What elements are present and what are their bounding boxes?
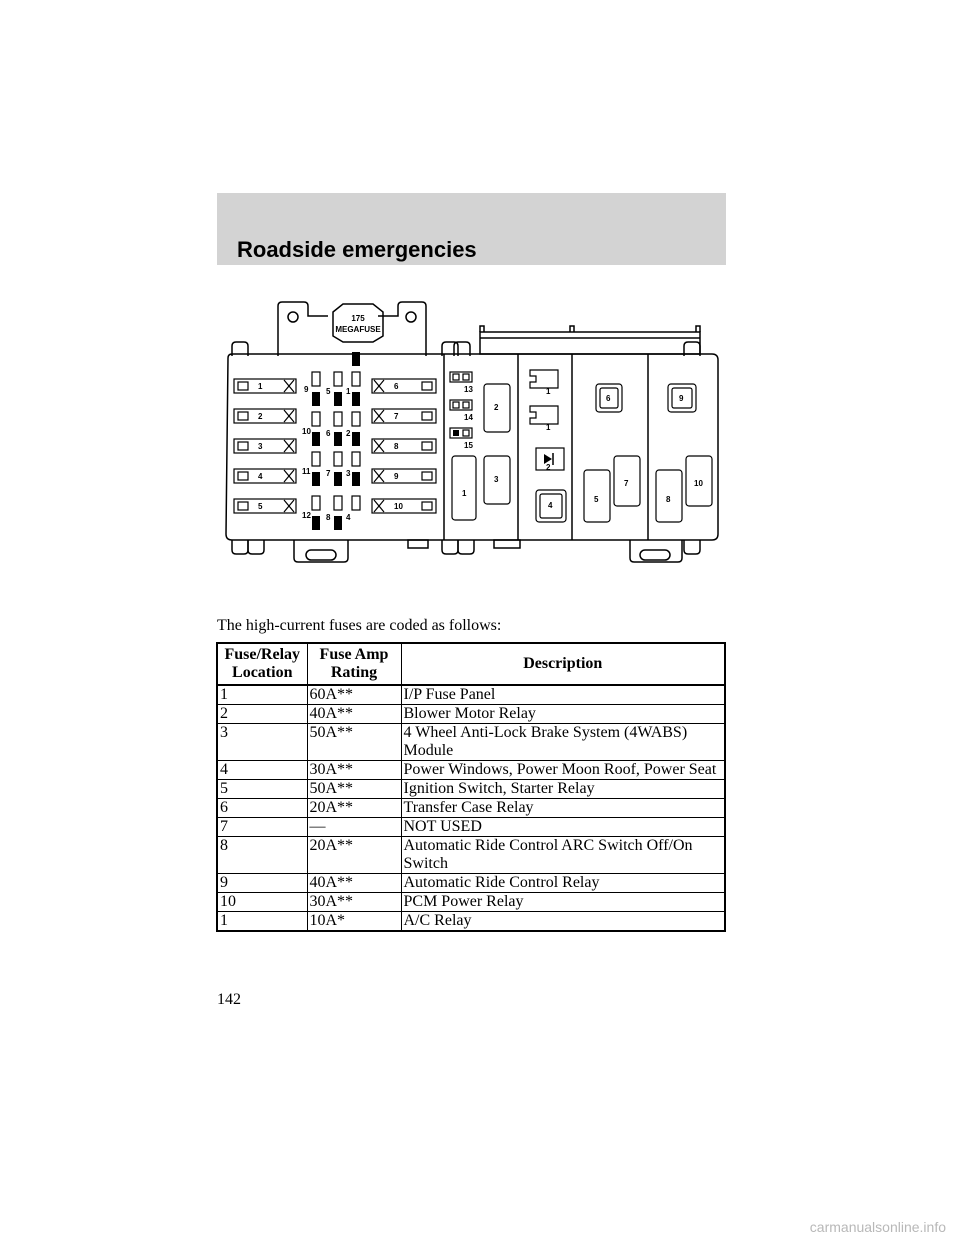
cell-rating: 30A** [307, 761, 401, 780]
column-header: Description [401, 643, 725, 685]
section-title: Roadside emergencies [237, 237, 477, 262]
fuse-label: 9 [394, 472, 399, 481]
cartridge-label: 8 [666, 495, 671, 504]
relay-label: 1 [546, 423, 551, 432]
table-row [217, 761, 725, 780]
table-header-row [217, 643, 725, 685]
relay-label: 1 [546, 387, 551, 396]
table-row [217, 780, 725, 799]
megafuse-label: MEGAFUSE [335, 325, 381, 334]
fuse-label: 6 [394, 382, 399, 391]
cartridge-label: 10 [694, 479, 703, 488]
fuse-label: 5 [258, 502, 263, 511]
cell-description: I/P Fuse Panel [401, 685, 725, 705]
cartridge-label: 9 [679, 394, 684, 403]
fuse-label: 7 [394, 412, 399, 421]
cell-location: 6 [217, 799, 307, 818]
cell-rating: 20A** [307, 799, 401, 818]
table-row [217, 874, 725, 893]
cell-description: Transfer Case Relay [401, 799, 725, 818]
cell-location: 5 [217, 780, 307, 799]
fuse-label: 10 [302, 427, 311, 436]
fuse-label: 10 [394, 502, 403, 511]
cell-description: A/C Relay [401, 912, 725, 932]
fuse-label: 9 [304, 385, 309, 394]
cartridge-label: 4 [548, 501, 553, 510]
cell-location: 2 [217, 705, 307, 724]
fuse-label: 8 [326, 513, 331, 522]
cell-rating: 40A** [307, 874, 401, 893]
cell-location: 1 [217, 685, 307, 705]
cell-rating: 30A** [307, 893, 401, 912]
section-header-band [217, 193, 726, 265]
cell-description: Power Windows, Power Moon Roof, Power Seat [401, 761, 725, 780]
table-row [217, 685, 725, 705]
page-number: 142 [217, 991, 241, 1008]
table-row [217, 705, 725, 724]
cartridge-label: 5 [594, 495, 599, 504]
cell-description: Blower Motor Relay [401, 705, 725, 724]
fuse-box-diagram [218, 296, 726, 576]
cell-description: 4 Wheel Anti-Lock Brake System (4WABS) Module [401, 724, 725, 761]
watermark-text: carmanualsonline.info [809, 1219, 946, 1235]
cell-location: 9 [217, 874, 307, 893]
cell-description: NOT USED [401, 818, 725, 837]
cell-location: 8 [217, 837, 307, 874]
fuse-label: 1 [346, 387, 351, 396]
fuse-label: 14 [464, 413, 473, 422]
fuse-label: 2 [258, 412, 263, 421]
cell-location: 7 [217, 818, 307, 837]
cartridge-label: 3 [494, 475, 499, 484]
fuse-label: 1 [258, 382, 263, 391]
fuse-label: 5 [326, 387, 331, 396]
cartridge-label: 7 [624, 479, 629, 488]
cell-description: PCM Power Relay [401, 893, 725, 912]
fuse-box-svg [218, 296, 726, 576]
table-row [217, 912, 725, 932]
fuse-label: 6 [326, 429, 331, 438]
cartridge-label: 6 [606, 394, 611, 403]
cell-description: Automatic Ride Control ARC Switch Off/On Switch [401, 837, 725, 874]
fuse-label: 15 [464, 441, 473, 450]
table-row [217, 799, 725, 818]
cartridge-label: 2 [494, 403, 499, 412]
cell-rating: 10A* [307, 912, 401, 932]
cell-location: 3 [217, 724, 307, 761]
cartridge-label: 1 [462, 489, 467, 498]
fuse-label: 12 [302, 511, 311, 520]
fuse-label: 2 [346, 429, 351, 438]
table-row [217, 893, 725, 912]
fuse-label: 7 [326, 469, 331, 478]
table-row [217, 837, 725, 874]
fuse-label: 4 [346, 513, 351, 522]
cell-rating: 50A** [307, 724, 401, 761]
fuse-label: 3 [258, 442, 263, 451]
megafuse-rating: 175 [351, 314, 365, 323]
cell-description: Automatic Ride Control Relay [401, 874, 725, 893]
column-header: Fuse/Relay Location [217, 643, 307, 685]
table-row [217, 818, 725, 837]
cell-rating: 20A** [307, 837, 401, 874]
column-header: Fuse Amp Rating [307, 643, 401, 685]
cell-location: 4 [217, 761, 307, 780]
fuse-label: 8 [394, 442, 399, 451]
cell-rating: 50A** [307, 780, 401, 799]
cell-rating: — [307, 818, 401, 837]
cell-rating: 40A** [307, 705, 401, 724]
cell-location: 1 [217, 912, 307, 932]
cell-description: Ignition Switch, Starter Relay [401, 780, 725, 799]
relay-label: 2 [546, 463, 551, 472]
fuse-label: 3 [346, 469, 351, 478]
intro-text: The high-current fuses are coded as follows: [217, 617, 502, 634]
table-row [217, 724, 725, 761]
fuse-table [216, 642, 726, 932]
fuse-label: 11 [302, 467, 311, 476]
cell-rating: 60A** [307, 685, 401, 705]
fuse-label: 13 [464, 385, 473, 394]
cell-location: 10 [217, 893, 307, 912]
fuse-label: 4 [258, 472, 263, 481]
